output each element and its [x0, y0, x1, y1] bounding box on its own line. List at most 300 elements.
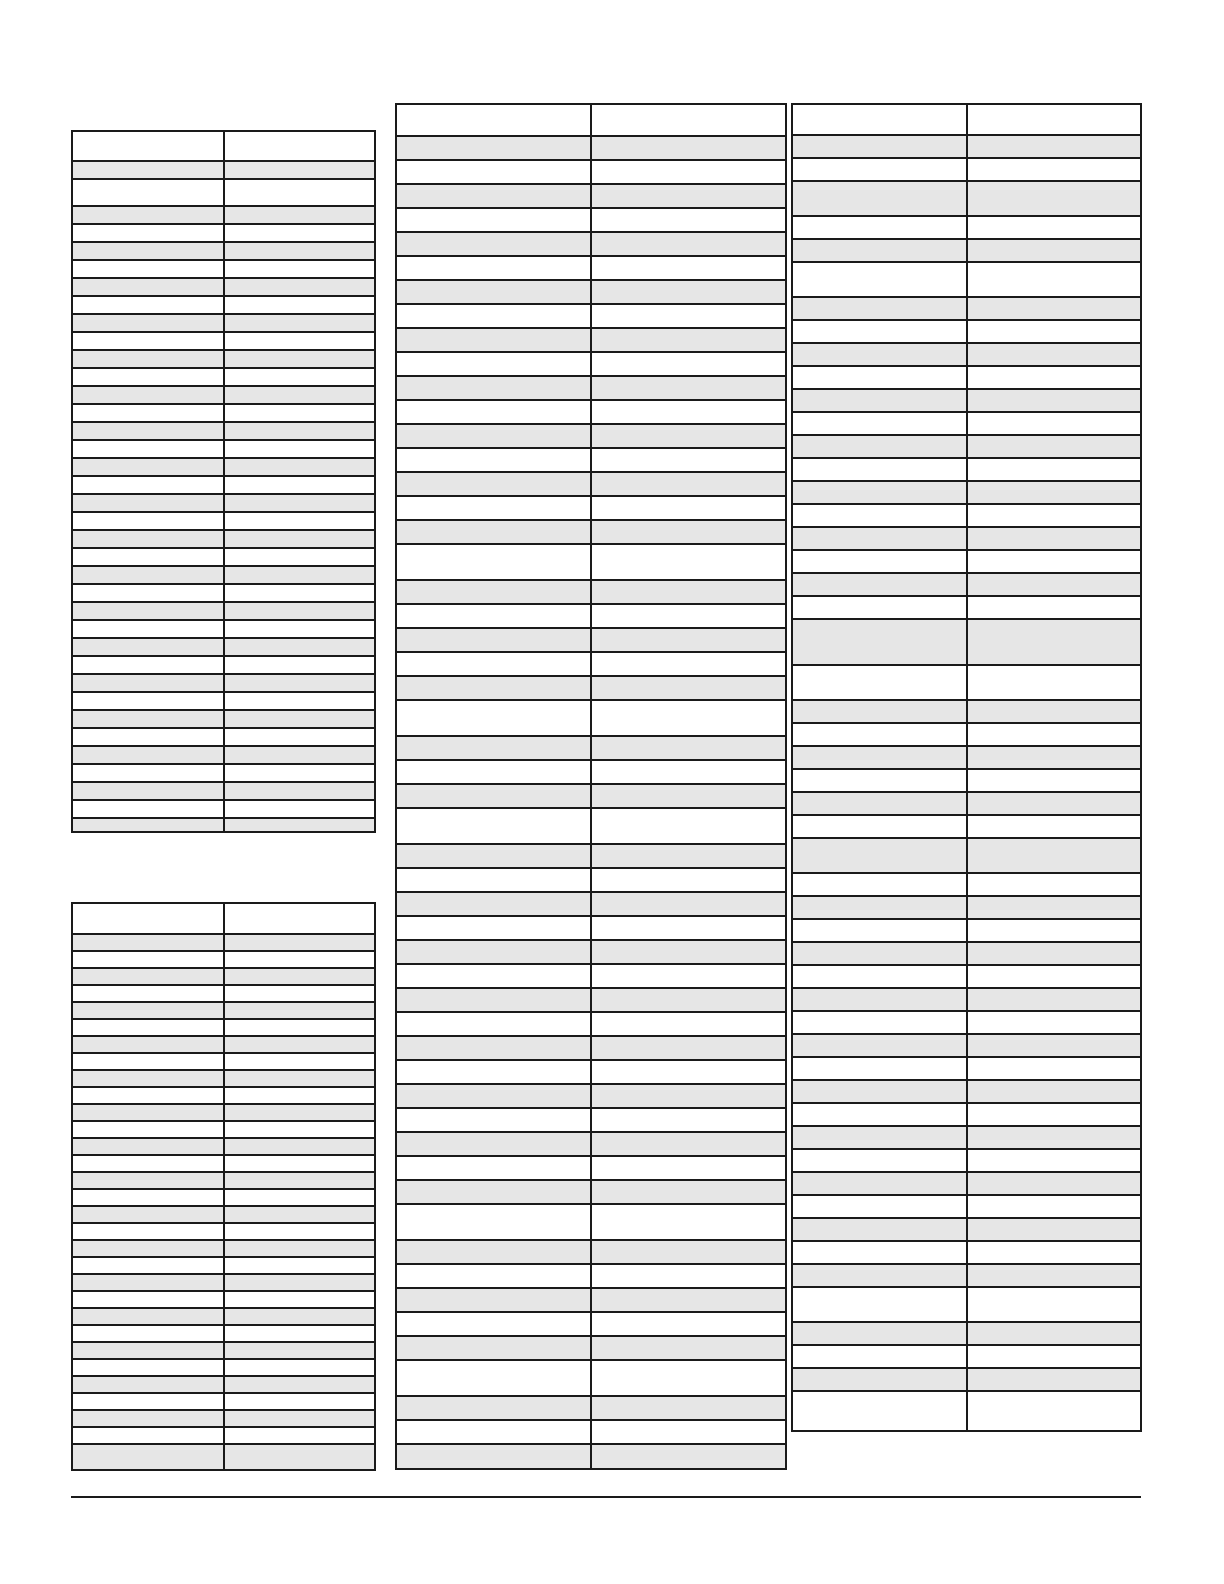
table-cell: [73, 1275, 223, 1290]
table-cell: [73, 1445, 223, 1469]
table-cell: [225, 1292, 374, 1307]
table-cell: [397, 605, 590, 627]
table-cell: [73, 1173, 223, 1188]
table-cell: [793, 839, 966, 872]
table-cell: [73, 369, 223, 385]
table-cell: [592, 605, 785, 627]
table-row: [793, 1194, 1140, 1217]
table-cell: [592, 449, 785, 471]
table-cell: [225, 969, 374, 984]
table-cell: [73, 603, 223, 619]
table-cell: [73, 952, 223, 967]
table-cell: [397, 161, 590, 183]
table-cell: [73, 1360, 223, 1375]
table-cell: [968, 159, 1140, 180]
table-cell: [793, 1058, 966, 1079]
table-cell: [73, 1207, 223, 1222]
table-cell: [73, 1377, 223, 1392]
table-cell: [225, 765, 374, 781]
table-row: [397, 1203, 785, 1239]
table-cell: [793, 874, 966, 895]
table-cell: [592, 1397, 785, 1419]
table-cell: [73, 459, 223, 475]
table-cell: [968, 136, 1140, 157]
table-row: [793, 1102, 1140, 1125]
table-cell: [73, 477, 223, 493]
table-cell: [73, 333, 223, 349]
table-cell: [225, 711, 374, 727]
table-cell: [592, 653, 785, 675]
table-row: [793, 895, 1140, 918]
table-row: [73, 1273, 374, 1290]
table-cell: [397, 497, 590, 519]
table-cell: [793, 920, 966, 941]
table-cell: [225, 1088, 374, 1103]
table-cell: [968, 436, 1140, 457]
table-cell: [793, 1081, 966, 1102]
table-row: [397, 351, 785, 375]
table-cell: [968, 770, 1140, 791]
table-cell: [225, 333, 374, 349]
table-row: [73, 511, 374, 529]
table-cell: [397, 521, 590, 543]
table-cell: [225, 1360, 374, 1375]
table-cell: [73, 675, 223, 691]
table-row: [73, 1103, 374, 1120]
table-cell: [225, 1428, 374, 1443]
table-cell: [225, 477, 374, 493]
table-row: [793, 964, 1140, 987]
table-cell: [225, 1394, 374, 1409]
table-cell: [225, 369, 374, 385]
table-row: [73, 691, 374, 709]
column-header: [968, 105, 1140, 134]
table-cell: [225, 549, 374, 565]
table-cell: [73, 567, 223, 583]
table-cell: [793, 217, 966, 238]
table-row: [73, 655, 374, 673]
table-cell: [397, 845, 590, 867]
table-cell: [592, 257, 785, 279]
table-row: [793, 157, 1140, 180]
table-cell: [793, 1369, 966, 1390]
table-cell: [793, 321, 966, 342]
table-cell: [397, 473, 590, 495]
table-cell: [592, 737, 785, 759]
table-row: [73, 781, 374, 799]
table-row: [397, 1419, 785, 1443]
table-cell: [592, 1109, 785, 1131]
table-row: [73, 1392, 374, 1409]
table-row: [73, 727, 374, 745]
table-cell: [968, 1127, 1140, 1148]
table-cell: [225, 1207, 374, 1222]
table-row: [73, 241, 374, 259]
table-cell: [592, 1421, 785, 1443]
table-cell: [793, 1346, 966, 1367]
table-cell: [592, 1289, 785, 1311]
table-row: [73, 403, 374, 421]
table-cell: [968, 459, 1140, 480]
table-cell: [968, 182, 1140, 215]
table-cell: [592, 989, 785, 1011]
table-cell: [225, 387, 374, 403]
column-header: [73, 132, 223, 160]
table-cell: [73, 747, 223, 763]
table-row: [73, 601, 374, 619]
table-row: [397, 891, 785, 915]
table-cell: [793, 159, 966, 180]
table-cell: [592, 425, 785, 447]
table-cell: [793, 1150, 966, 1171]
table-cell: [592, 521, 785, 543]
table-cell: [73, 765, 223, 781]
table-row: [73, 817, 374, 831]
table-cell: [73, 1190, 223, 1205]
table-cell: [592, 1313, 785, 1335]
table-cell: [592, 377, 785, 399]
table-cell: [968, 701, 1140, 722]
table-cell: [592, 1013, 785, 1035]
table-cell: [793, 574, 966, 595]
table-row: [793, 941, 1140, 964]
table-cell: [592, 137, 785, 159]
table-cell: [793, 344, 966, 365]
table-row: [793, 503, 1140, 526]
table-cell: [397, 1109, 590, 1131]
table-cell: [73, 729, 223, 745]
footer-rule: [71, 1496, 1141, 1498]
table-cell: [225, 315, 374, 331]
table-cell: [73, 405, 223, 421]
table-row: [793, 388, 1140, 411]
table-row: [397, 807, 785, 843]
table-cell: [968, 390, 1140, 411]
table-cell: [397, 1133, 590, 1155]
table-row: [73, 1069, 374, 1086]
table-cell: [968, 482, 1140, 503]
table-cell: [793, 989, 966, 1010]
table-cell: [397, 677, 590, 699]
table-row: [73, 1290, 374, 1307]
table-row: [397, 1239, 785, 1263]
table-cell: [73, 1122, 223, 1137]
table-cell: [73, 986, 223, 1001]
table-row: [73, 439, 374, 457]
table-cell: [225, 603, 374, 619]
table-cell: [793, 1173, 966, 1194]
table-cell: [225, 405, 374, 421]
table-cell: [793, 505, 966, 526]
table-left-top: [71, 130, 376, 833]
table-cell: [397, 185, 590, 207]
table-row: [73, 1239, 374, 1256]
table-row: [793, 1010, 1140, 1033]
table-row: [73, 637, 374, 655]
table-cell: [793, 482, 966, 503]
table-row: [793, 296, 1140, 319]
table-row: [73, 984, 374, 1001]
table-cell: [968, 920, 1140, 941]
table-cell: [73, 1241, 223, 1256]
table-row: [73, 1375, 374, 1392]
table-row: [73, 1426, 374, 1443]
table-cell: [793, 136, 966, 157]
table-cell: [968, 1288, 1140, 1321]
table-cell: [397, 1397, 590, 1419]
table-row: [73, 349, 374, 367]
table-cell: [968, 367, 1140, 388]
table-cell: [968, 874, 1140, 895]
table-cell: [793, 816, 966, 837]
table-row: [73, 1443, 374, 1469]
table-cell: [73, 1394, 223, 1409]
table-cell: [592, 893, 785, 915]
table-cell: [968, 505, 1140, 526]
column-header: [793, 105, 966, 134]
table-cell: [968, 240, 1140, 261]
table-cell: [592, 629, 785, 651]
table-cell: [793, 1127, 966, 1148]
table-row: [793, 918, 1140, 941]
table-cell: [225, 495, 374, 511]
table-cell: [793, 793, 966, 814]
table-row: [73, 619, 374, 637]
table-row: [793, 1056, 1140, 1079]
table-row: [73, 457, 374, 475]
column-header: [592, 105, 785, 135]
table-row: [793, 526, 1140, 549]
table-cell: [793, 724, 966, 745]
table-cell: [73, 261, 223, 277]
table-cell: [968, 1035, 1140, 1056]
table-row: [397, 183, 785, 207]
table-cell: [592, 917, 785, 939]
table-cell: [592, 305, 785, 327]
table-row: [397, 603, 785, 627]
table-cell: [73, 513, 223, 529]
table-row: [73, 277, 374, 295]
table-cell: [225, 729, 374, 745]
table-cell: [73, 621, 223, 637]
table-cell: [73, 657, 223, 673]
table-cell: [397, 581, 590, 603]
table-cell: [73, 207, 223, 223]
table-cell: [793, 459, 966, 480]
table-row: [73, 709, 374, 727]
table-cell: [225, 935, 374, 950]
table-cell: [592, 941, 785, 963]
table-right: [791, 103, 1142, 1432]
table-row: [793, 134, 1140, 157]
table-row: [793, 1321, 1140, 1344]
table-cell: [592, 1133, 785, 1155]
table-row: [793, 434, 1140, 457]
table-cell: [968, 1242, 1140, 1263]
table-cell: [225, 1037, 374, 1052]
table-cell: [592, 1265, 785, 1287]
table-cell: [968, 574, 1140, 595]
table-cell: [225, 441, 374, 457]
table-cell: [968, 1265, 1140, 1286]
table-row: [73, 295, 374, 313]
table-cell: [968, 528, 1140, 549]
table-cell: [73, 441, 223, 457]
table-cell: [793, 298, 966, 319]
table-cell: [73, 801, 223, 817]
table-cell: [225, 423, 374, 439]
table-cell: [397, 1181, 590, 1203]
table-row: [73, 475, 374, 493]
table-cell: [73, 1020, 223, 1035]
table-cell: [73, 1326, 223, 1341]
table-cell: [225, 207, 374, 223]
table-cell: [73, 225, 223, 241]
table-cell: [73, 1037, 223, 1052]
table-cell: [225, 952, 374, 967]
table-cell: [793, 1323, 966, 1344]
table-row: [397, 735, 785, 759]
table-cell: [73, 1071, 223, 1086]
table-row: [73, 967, 374, 984]
table-cell: [397, 1313, 590, 1335]
table-cell: [225, 1139, 374, 1154]
table-row: [793, 987, 1140, 1010]
table-cell: [793, 1242, 966, 1263]
table-cell: [225, 1105, 374, 1120]
table-cell: [397, 305, 590, 327]
table-cell: [592, 809, 785, 843]
table-cell: [592, 761, 785, 783]
table-cell: [397, 449, 590, 471]
table-cell: [73, 162, 223, 178]
table-cell: [73, 423, 223, 439]
table-row: [397, 495, 785, 519]
table-header-row: [73, 904, 374, 933]
table-row: [73, 1222, 374, 1239]
table-row: [793, 768, 1140, 791]
table-cell: [397, 989, 590, 1011]
table-row: [73, 950, 374, 967]
table-row: [793, 791, 1140, 814]
table-cell: [397, 209, 590, 231]
table-cell: [968, 597, 1140, 618]
table-cell: [592, 1361, 785, 1395]
table-cell: [73, 351, 223, 367]
table-row: [397, 1359, 785, 1395]
table-cell: [225, 1190, 374, 1205]
table-cell: [73, 639, 223, 655]
table-cell: [793, 943, 966, 964]
table-row: [73, 367, 374, 385]
table-cell: [397, 965, 590, 987]
table-row: [73, 547, 374, 565]
table-cell: [968, 344, 1140, 365]
table-row: [397, 987, 785, 1011]
table-cell: [968, 620, 1140, 664]
table-cell: [73, 1003, 223, 1018]
table-cell: [592, 1061, 785, 1083]
table-cell: [592, 677, 785, 699]
table-cell: [592, 1157, 785, 1179]
table-header-row: [397, 105, 785, 135]
table-cell: [397, 1265, 590, 1287]
table-row: [397, 759, 785, 783]
table-row: [793, 1033, 1140, 1056]
table-cell: [592, 353, 785, 375]
table-cell: [225, 567, 374, 583]
table-cell: [73, 1411, 223, 1426]
table-row: [397, 135, 785, 159]
table-cell: [225, 801, 374, 817]
table-row: [73, 1001, 374, 1018]
table-cell: [592, 1181, 785, 1203]
table-row: [793, 814, 1140, 837]
table-row: [793, 745, 1140, 768]
table-row: [793, 1286, 1140, 1321]
table-row: [793, 180, 1140, 215]
table-cell: [225, 180, 374, 205]
table-cell: [968, 1150, 1140, 1171]
table-row: [793, 342, 1140, 365]
table-cell: [397, 917, 590, 939]
table-cell: [968, 1173, 1140, 1194]
table-row: [793, 261, 1140, 296]
table-cell: [793, 436, 966, 457]
column-header: [225, 904, 374, 933]
table-cell: [793, 367, 966, 388]
column-header: [397, 105, 590, 135]
table-row: [397, 399, 785, 423]
table-cell: [225, 1122, 374, 1137]
table-cell: [73, 315, 223, 331]
table-cell: [225, 1258, 374, 1273]
table-cell: [397, 941, 590, 963]
table-cell: [968, 1104, 1140, 1125]
table-cell: [73, 783, 223, 799]
table-cell: [73, 935, 223, 950]
table-cell: [793, 551, 966, 572]
table-row: [397, 423, 785, 447]
table-cell: [592, 1205, 785, 1239]
table-cell: [225, 1445, 374, 1469]
table-row: [397, 255, 785, 279]
table-cell: [225, 1377, 374, 1392]
table-cell: [225, 657, 374, 673]
table-cell: [397, 737, 590, 759]
table-cell: [225, 1275, 374, 1290]
table-row: [73, 1358, 374, 1375]
table-row: [73, 583, 374, 601]
table-row: [73, 1171, 374, 1188]
table-cell: [793, 1104, 966, 1125]
table-cell: [968, 793, 1140, 814]
table-row: [397, 627, 785, 651]
table-cell: [793, 747, 966, 768]
table-row: [73, 1086, 374, 1103]
table-cell: [397, 1445, 590, 1468]
table-row: [397, 843, 785, 867]
table-row: [73, 205, 374, 223]
table-cell: [968, 989, 1140, 1010]
table-row: [397, 1395, 785, 1419]
table-cell: [73, 549, 223, 565]
table-row: [397, 1131, 785, 1155]
table-row: [73, 223, 374, 241]
table-row: [793, 457, 1140, 480]
table-row: [73, 745, 374, 763]
table-cell: [225, 162, 374, 178]
